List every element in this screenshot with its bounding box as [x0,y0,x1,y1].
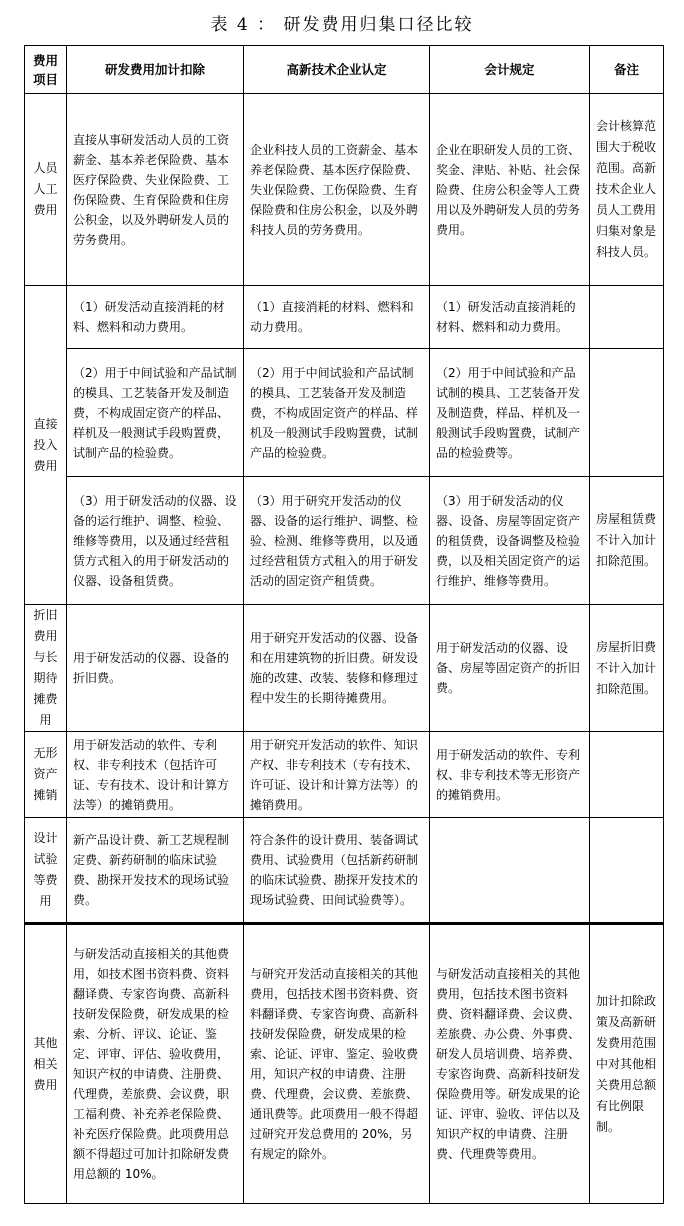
table-cell: 与研发活动直接相关的其他费用，包括技术图书资料费、资料翻译费、会议费、差旅费、办公费、外事费、研发人员培训费、培养费、专家咨询费、高新科技研发保险费用等。研发成果的论证、评审、验收、评估以及知识产权的申请费、注册费、代理费等费用。 [430,924,590,1204]
table-cell: 新产品设计费、新工艺规程制定费、新药研制的临床试验费、勘探开发技术的现场试验费。 [67,818,244,924]
table-cell: 用于研究开发活动的仪器、设备和在用建筑物的折旧费。研发设施的改建、改装、装修和修理过程中发生的长期待摊费用。 [244,605,430,732]
row-label: 设计试验等费用 [25,818,67,924]
row-label: 无形资产摊销 [25,732,67,818]
table-cell: （3）用于研发活动的仪器、设备的运行维护、调整、检验、维修等费用，以及通过经营租赁方式租入的用于研发活动的仪器、设备租赁费。 [67,477,244,605]
note-cell [590,349,664,477]
header-row [25,46,664,94]
table-row [25,732,664,818]
table-row [25,818,664,924]
table-cell: （3）用于研究开发活动的仪器、设备的运行维护、调整、检验、检测、维修等费用，以及通过经营租赁方式租入的用于研发活动的固定资产租赁费。 [244,477,430,605]
note-cell [590,818,664,924]
row-label: 直接投入费用 [25,286,67,605]
table-row [25,477,664,605]
note-cell [590,732,664,818]
note-cell: 会计核算范围大于税收范围。高新技术企业人员人工费用归集对象是科技人员。 [590,94,664,286]
table-cell: 企业科技人员的工资薪金、基本养老保险费、基本医疗保险费、失业保险费、工伤保险费、生育保险费和住房公积金，以及外聘科技人员的劳务费用。 [244,94,430,286]
table-cell: 与研究开发活动直接相关的其他费用，包括技术图书资料费、资料翻译费、专家咨询费、高新科技研发保险费，研发成果的检索、论证、评审、鉴定、验收费用，知识产权的申请费、注册费、代理费，会议费、差旅费、通讯费等。此项费用一般不得超过研究开发总费用的 20%，另有规定的除外。 [244,924,430,1204]
header-col3: 会计规定 [430,46,590,94]
table-cell: 用于研发活动的软件、专利权、非专利技术等无形资产的摊销费用。 [430,732,590,818]
table-cell: （1）研发活动直接消耗的材料、燃料和动力费用。 [67,286,244,349]
table-cell: （2）用于中间试验和产品试制的模具、工艺装备开发及制造费，不构成固定资产的样品、样机及一般测试手段购置费，试制产品的检验费。 [67,349,244,477]
table-row [25,94,664,286]
note-cell: 房屋折旧费不计入加计扣除范围。 [590,605,664,732]
table-cell: 与研发活动直接相关的其他费用，如技术图书资料费、资料翻译费、专家咨询费、高新科技研发保险费，研发成果的检索、分析、评议、论证、鉴定、评审、评估、验收费用，知识产权的申请费、注册费、代理费，差旅费、会议费，职工福利费、补充养老保险费、补充医疗保险费。此项费用总额不得超过可加计扣除研发费用总额的 10%。 [67,924,244,1204]
row-label: 折旧费用与长期待摊费用 [25,605,67,732]
note-cell: 房屋租赁费不计入加计扣除范围。 [590,477,664,605]
table-cell: 企业在职研发人员的工资、奖金、津贴、补贴、社会保险费、住房公积金等人工费用以及外聘研发人员的劳务费用。 [430,94,590,286]
header-col1: 研发费用加计扣除 [67,46,244,94]
header-col4: 备注 [590,46,664,94]
header-col2: 高新技术企业认定 [244,46,430,94]
row-label: 其他相关费用 [25,924,67,1204]
note-cell [590,286,664,349]
table-cell: （1）直接消耗的材料、燃料和动力费用。 [244,286,430,349]
table-cell: 用于研发活动的软件、专利权、非专利技术（包括许可证、专有技术、设计和计算方法等）的摊销费用。 [67,732,244,818]
table-cell: 直接从事研发活动人员的工资薪金、基本养老保险费、基本医疗保险费、失业保险费、工伤保险费、生育保险费和住房公积金，以及外聘研发人员的劳务费用。 [67,94,244,286]
table-cell: （3）用于研发活动的仪器、设备、房屋等固定资产的租赁费，设备调整及检验费，以及相关固定资产的运行维护、维修等费用。 [430,477,590,605]
table-cell: 用于研发活动的仪器、设备、房屋等固定资产的折旧费。 [430,605,590,732]
comparison-table [24,45,664,1204]
table-cell: 用于研发活动的仪器、设备的折旧费。 [67,605,244,732]
table-row [25,286,664,349]
table-cell: （1）研发活动直接消耗的材料、燃料和动力费用。 [430,286,590,349]
table-cell [430,818,590,924]
table-cell: 符合条件的设计费用、装备调试费用、试验费用（包括新药研制的临床试验费、勘探开发技术的现场试验费、田间试验费等）。 [244,818,430,924]
header-item: 费用项目 [25,46,67,94]
table-cell: 用于研究开发活动的软件、知识产权、非专利技术（专有技术、许可证、设计和计算方法等）的摊销费用。 [244,732,430,818]
note-cell: 加计扣除政策及高新研发费用范围中对其他相关费用总额有比例限制。 [590,924,664,1204]
table-title: 表 4 ： 研发费用归集口径比较 [210,15,474,35]
table-cell: （2）用于中间试验和产品试制的模具、工艺装备开发及制造费，不构成固定资产的样品、样机及一般测试手段购置费，试制产品的检验费。 [244,349,430,477]
table-cell: （2）用于中间试验和产品试制的模具、工艺装备开发及制造费，样品、样机及一般测试手段购置费，试制产品的检验费等。 [430,349,590,477]
row-label: 人员人工费用 [25,94,67,286]
table-row [25,605,664,732]
table-row [25,349,664,477]
table-row [25,924,664,1204]
